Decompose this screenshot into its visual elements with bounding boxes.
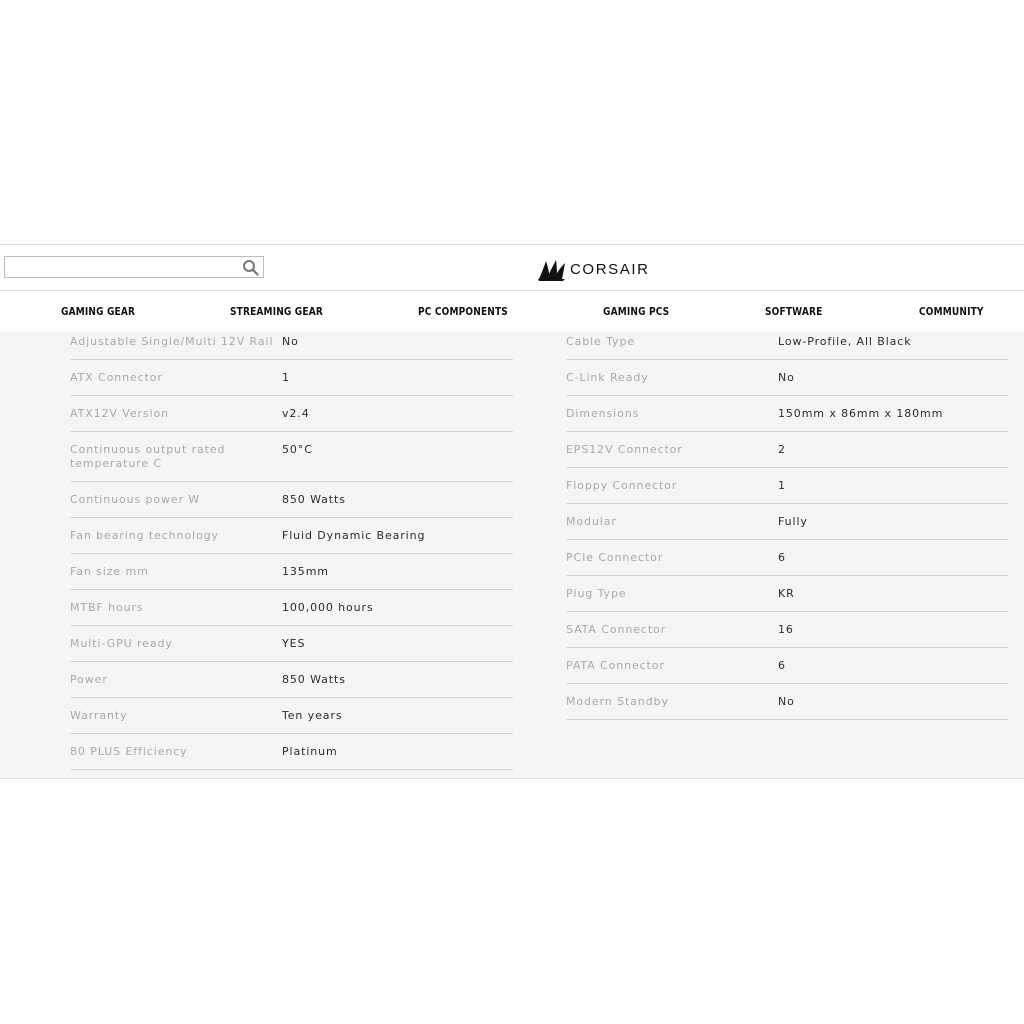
spec-value: 2	[778, 443, 786, 456]
search-icon[interactable]	[242, 259, 259, 276]
spec-value: 135mm	[282, 565, 329, 578]
spec-label: Plug Type	[566, 587, 627, 600]
spec-label: Continuous output rated temperature C	[70, 443, 226, 470]
spec-value: 150mm x 86mm x 180mm	[778, 407, 944, 420]
specs-panel	[0, 332, 1024, 779]
spec-label: ATX Connector	[70, 371, 163, 384]
spec-row	[70, 734, 513, 770]
search-field[interactable]	[4, 256, 264, 278]
spec-row	[566, 360, 1008, 396]
spec-value: 6	[778, 659, 786, 672]
search-input[interactable]	[5, 258, 247, 278]
spec-value: 100,000 hours	[282, 601, 374, 614]
corsair-sails-logo-icon	[538, 257, 566, 281]
spec-row	[70, 698, 513, 734]
spec-value: Ten years	[282, 709, 343, 722]
spec-value: YES	[282, 637, 306, 650]
spec-row	[566, 684, 1008, 720]
spec-label: ATX12V Version	[70, 407, 169, 420]
brand-logo[interactable]	[538, 256, 650, 282]
spec-label: Adjustable Single/Multi 12V Rail	[70, 335, 274, 348]
spec-row	[566, 648, 1008, 684]
nav-item-community[interactable]: COMMUNITY	[919, 305, 984, 318]
spec-row	[70, 396, 513, 432]
spec-value: 850 Watts	[282, 673, 346, 686]
spec-row	[566, 576, 1008, 612]
spec-row	[70, 482, 513, 518]
spec-row	[566, 332, 1008, 360]
spec-label: Modern Standby	[566, 695, 669, 708]
spec-label: Continuous power W	[70, 493, 201, 506]
spec-label: Warranty	[70, 709, 128, 722]
spec-value: v2.4	[282, 407, 310, 420]
nav-item-streaming-gear[interactable]: STREAMING GEAR	[230, 305, 323, 318]
spec-label: Power	[70, 673, 108, 686]
spec-label: PATA Connector	[566, 659, 665, 672]
spec-row	[70, 332, 513, 360]
spec-value: 850 Watts	[282, 493, 346, 506]
spec-label: Multi-GPU ready	[70, 637, 173, 650]
spec-label: PCIe Connector	[566, 551, 664, 564]
specs-column-right	[566, 332, 1008, 720]
spec-label: 80 PLUS Efficiency	[70, 745, 188, 758]
spec-row	[70, 662, 513, 698]
spec-label: Fan bearing technology	[70, 529, 219, 542]
spec-value: Platinum	[282, 745, 338, 758]
spec-label: SATA Connector	[566, 623, 667, 636]
spec-label: Fan size mm	[70, 565, 149, 578]
spec-row	[566, 540, 1008, 576]
spec-label: Dimensions	[566, 407, 640, 420]
spec-label: EPS12V Connector	[566, 443, 683, 456]
spec-value: 1	[282, 371, 290, 384]
spec-value: No	[778, 371, 795, 384]
spec-row	[70, 626, 513, 662]
nav-item-gaming-gear[interactable]: GAMING GEAR	[61, 305, 136, 318]
spec-label: Cable Type	[566, 335, 635, 348]
spec-value: No	[282, 335, 299, 348]
spec-row	[70, 554, 513, 590]
spec-value: 1	[778, 479, 786, 492]
spec-label: MTBF hours	[70, 601, 144, 614]
spec-row	[566, 432, 1008, 468]
spec-row	[566, 468, 1008, 504]
spec-value: Fluid Dynamic Bearing	[282, 529, 426, 542]
spec-value: Fully	[778, 515, 808, 528]
spec-label: C-Link Ready	[566, 371, 649, 384]
spec-label: Modular	[566, 515, 617, 528]
nav-item-gaming-pcs[interactable]: GAMING PCS	[603, 305, 670, 318]
spec-row	[566, 504, 1008, 540]
spec-row	[70, 590, 513, 626]
spec-row	[566, 612, 1008, 648]
spec-value: Low-Profile, All Black	[778, 335, 912, 348]
spec-row	[70, 360, 513, 396]
main-nav	[0, 290, 1024, 333]
spec-value: 6	[778, 551, 786, 564]
spec-value: No	[778, 695, 795, 708]
spec-value: KR	[778, 587, 795, 600]
spec-row	[70, 432, 513, 482]
nav-item-software[interactable]: SOFTWARE	[765, 305, 823, 318]
spec-value: 16	[778, 623, 794, 636]
header-bar	[0, 244, 1024, 291]
specs-column-left	[70, 332, 513, 770]
spec-row	[70, 518, 513, 554]
spec-row	[566, 396, 1008, 432]
spec-label: Floppy Connector	[566, 479, 678, 492]
nav-item-pc-components[interactable]: PC COMPONENTS	[418, 305, 508, 318]
brand-name: CORSAIR	[570, 260, 650, 278]
spec-value: 50°C	[282, 443, 313, 456]
